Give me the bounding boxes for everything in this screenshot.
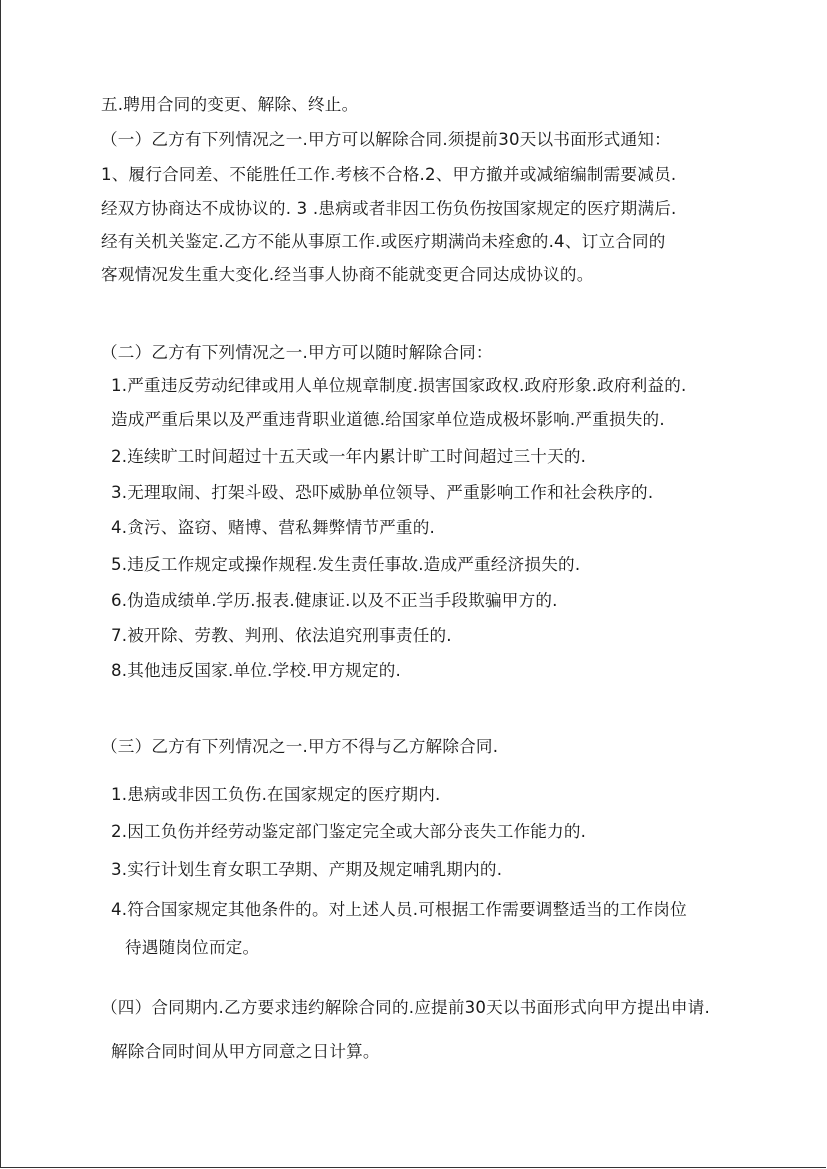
- part2-line: 6.伪造成绩单.学历.报表.健康证.以及不正当手段欺骗甲方的.: [111, 591, 558, 610]
- part4-heading: （四）合同期内.乙方要求违约解除合同的.应提前30天以书面形式向甲方提出申请.: [101, 998, 710, 1017]
- section-title: 五.聘用合同的变更、解除、终止。: [101, 95, 359, 114]
- part4-line: 解除合同时间从甲方同意之日计算。: [111, 1042, 380, 1061]
- part2-line: 5.违反工作规定或操作规程.发生责任事故.造成严重经济损失的.: [111, 555, 581, 574]
- part1-line: 客观情况发生重大变化.经当事人协商不能就变更合同达成协议的。: [101, 265, 594, 284]
- part2-line: 7.被开除、劳教、判刑、依法追究刑事责任的.: [111, 626, 452, 645]
- part3-line: 1.患病或非因工负伤.在国家规定的医疗期内.: [111, 785, 441, 804]
- part3-line: 4.符合国家规定其他条件的。对上述人员.可根据工作需要调整适当的工作岗位: [111, 900, 687, 919]
- part2-heading: （二）乙方有下列情况之一.甲方可以随时解除合同：: [101, 343, 493, 362]
- part2-line: 8.其他违反国家.单位.学校.甲方规定的.: [111, 661, 402, 680]
- part2-line: 2.连续旷工时间超过十五天或一年内累计旷工时间超过三十天的.: [111, 447, 587, 466]
- part3-line: 待遇随岗位而定。: [125, 938, 260, 957]
- part2-line: 造成严重后果以及严重违背职业道德.给国家单位造成极坏影响.严重损失的.: [111, 410, 665, 429]
- part2-line: 1.严重违反劳动纪律或用人单位规章制度.损害国家政权.政府形象.政府利益的.: [111, 376, 687, 395]
- part1-line: 1、履行合同差、不能胜任工作.考核不合格.2、甲方撤并或减缩编制需要减员.: [101, 165, 677, 184]
- part3-heading: （三）乙方有下列情况之一.甲方不得与乙方解除合同.: [101, 737, 499, 756]
- part3-line: 2.因工负伤并经劳动鉴定部门鉴定完全或大部分丧失工作能力的.: [111, 822, 587, 841]
- part1-heading: （一）乙方有下列情况之一.甲方可以解除合同.须提前30天以书面形式通知：: [101, 130, 671, 149]
- part1-line: 经有关机关鉴定.乙方不能从事原工作.或医疗期满尚未痊愈的.4、订立合同的: [101, 232, 666, 251]
- part3-line: 3.实行计划生育女职工孕期、产期及规定哺乳期内的.: [111, 860, 503, 879]
- part2-line: 4.贪污、盗窃、赌博、营私舞弊情节严重的.: [111, 518, 435, 537]
- part1-line: 经双方协商达不成协议的. 3 .患病或者非因工伤负伤按国家规定的医疗期满后.: [101, 199, 677, 218]
- part2-line: 3.无理取闹、打架斗殴、恐吓威胁单位领导、严重影响工作和社会秩序的.: [111, 483, 654, 502]
